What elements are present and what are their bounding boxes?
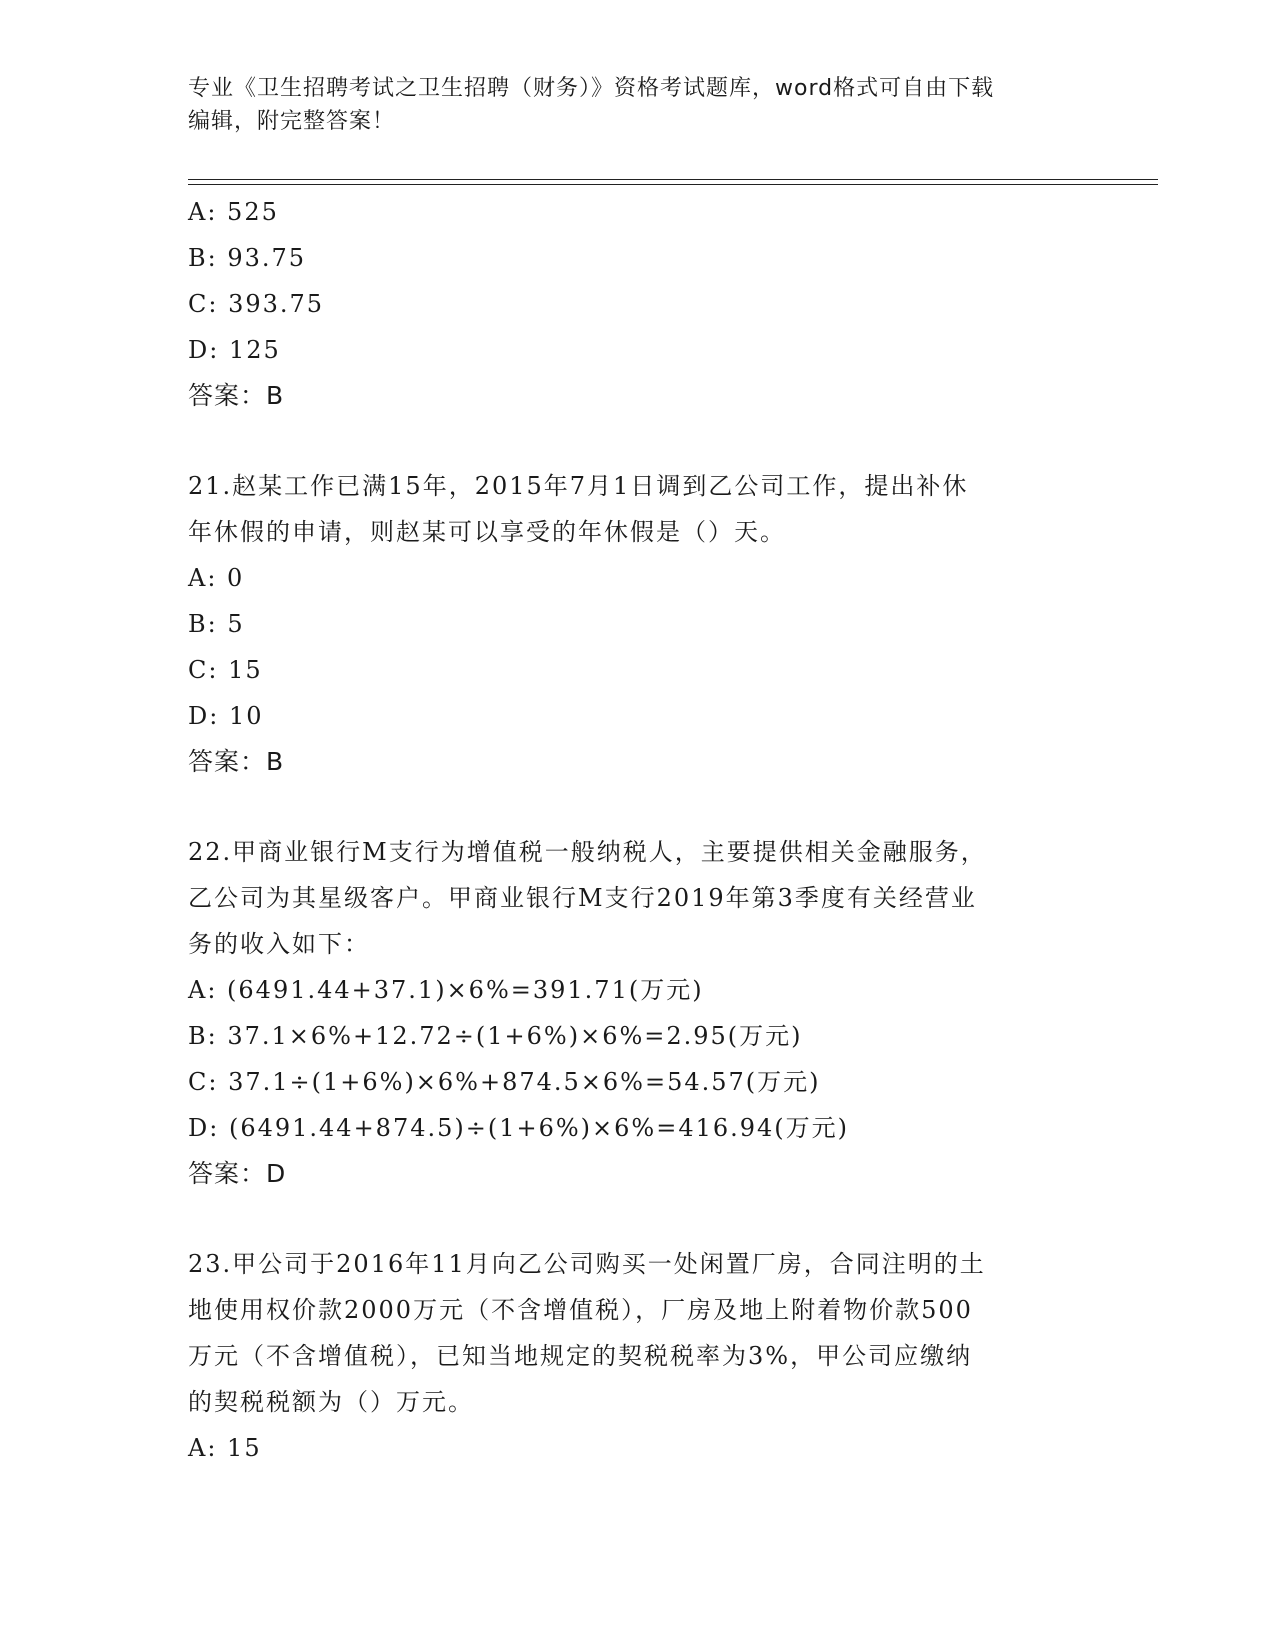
question-23 xyxy=(188,1241,1088,1471)
header-line-2: 编辑，附完整答案！ xyxy=(188,109,396,134)
option-d: D: (6491.44+874.5)÷(1+6%)×6%=416.94(万元) xyxy=(188,1114,850,1142)
question-stem-line: 22.甲商业银行M支行为增值税一般纳税人，主要提供相关金融服务， xyxy=(188,838,987,866)
question-stem-line: 的契税税额为（）万元。 xyxy=(188,1388,474,1416)
question-stem-line: 乙公司为其星级客户。甲商业银行M支行2019年第3季度有关经营业 xyxy=(188,884,977,912)
question-stem-line: 务的收入如下： xyxy=(188,930,370,958)
option-d: D: 125 xyxy=(188,336,281,364)
option-c: C: 393.75 xyxy=(188,290,325,318)
question-stem-line: 年休假的申请，则赵某可以享受的年休假是（）天。 xyxy=(188,518,786,546)
option-a: A: (6491.44+37.1)×6%=391.71(万元) xyxy=(188,976,704,1004)
question-21 xyxy=(188,463,1088,785)
question-stem-line: 21.赵某工作已满15年，2015年7月1日调到乙公司工作，提出补休 xyxy=(188,472,969,500)
option-c: C: 37.1÷(1+6%)×6%+874.5×6%=54.57(万元) xyxy=(188,1068,821,1096)
header-divider-bottom xyxy=(188,184,1158,185)
header-divider-top xyxy=(188,179,1158,180)
option-b: B: 37.1×6%+12.72÷(1+6%)×6%=2.95(万元) xyxy=(188,1022,803,1050)
question-stem-line: 23.甲公司于2016年11月向乙公司购买一处闲置厂房，合同注明的土 xyxy=(188,1250,986,1278)
document-header xyxy=(188,72,1088,138)
option-b: B: 5 xyxy=(188,610,245,638)
answer: 答案：B xyxy=(188,381,285,410)
question-stem-line: 万元（不含增值税），已知当地规定的契税税率为3%，甲公司应缴纳 xyxy=(188,1342,973,1370)
header-line-1: 专业《卫生招聘考试之卫生招聘（财务）》资格考试题库，word格式可自由下载 xyxy=(188,76,995,101)
option-c: C: 15 xyxy=(188,656,263,684)
option-d: D: 10 xyxy=(188,702,264,730)
option-a: A: 15 xyxy=(188,1434,262,1462)
question-stem-line: 地使用权价款2000万元（不含增值税），厂房及地上附着物价款500 xyxy=(188,1296,973,1324)
option-a: A: 0 xyxy=(188,564,245,592)
question-list xyxy=(188,189,1088,1471)
answer: 答案：D xyxy=(188,1159,287,1188)
question-20 xyxy=(188,189,1088,419)
option-a: A: 525 xyxy=(188,198,279,226)
question-22 xyxy=(188,829,1088,1197)
answer: 答案：B xyxy=(188,747,285,776)
option-b: B: 93.75 xyxy=(188,244,307,272)
